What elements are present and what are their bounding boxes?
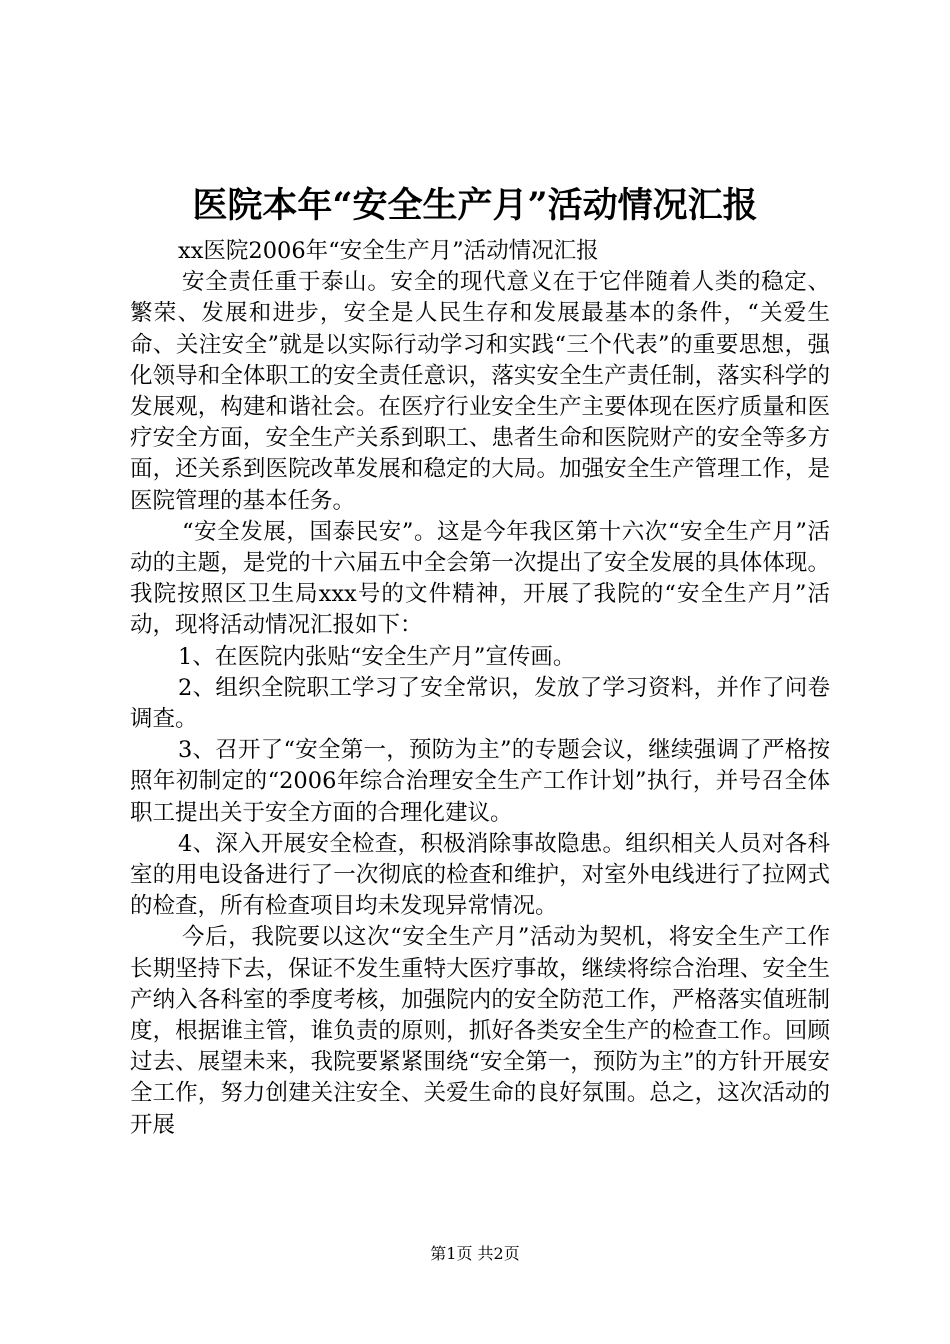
document-body [130, 236, 830, 1141]
paragraph: 安全责任重于泰山。安全的现代意义在于它伴随着人类的稳定、繁荣、发展和进步，安全是人民生存和发展最基本的条件，“关爱生命、关注安全”就是以实际行动学习和实践“三个代表”的重要思想，强化领导和全体职工的安全责任意识，落实安全生产责任制，落实科学的发展观，构建和谐社会。在医疗行业安全生产主要体现在医疗质量和医疗安全方面，安全生产关系到职工、患者生命和医院财产的安全等多方面，还关系到医院改革发展和稳定的大局。加强安全生产管理工作，是医院管理的基本任务。 [130, 269, 830, 514]
list-item: 3、召开了“安全第一，预防为主”的专题会议，继续强调了严格按照年初制定的“2006年综合治理安全生产工作计划”执行，并号召全体职工提出关于安全方面的合理化建议。 [130, 737, 830, 826]
paragraph: 今后，我院要以这次“安全生产月”活动为契机，将安全生产工作长期坚持下去，保证不发生重特大医疗事故，继续将综合治理、安全生产纳入各科室的季度考核，加强院内的安全防范工作，严格落实值班制度，根据谁主管，谁负责的原则，抓好各类安全生产的检查工作。回顾过去、展望未来，我院要紧紧围绕“安全第一，预防为主”的方针开展安全工作，努力创建关注安全、关爱生命的良好氛围。总之，这次活动的开展 [130, 924, 830, 1138]
list-item: 2、组织全院职工学习了安全常识，发放了学习资料，并作了问卷调查。 [130, 674, 830, 733]
list-item: 1、在医院内张贴“安全生产月”宣传画。 [178, 643, 576, 670]
document-subtitle: xx医院2006年“安全生产月”活动情况汇报 [178, 238, 599, 264]
page-footer: 第1页 共2页 [430, 1244, 520, 1263]
document-title: 医院本年“安全生产月”活动情况汇报 [192, 185, 758, 226]
paragraph: “安全发展，国泰民安”。这是今年我区第十六次“安全生产月”活动的主题，是党的十六届五中全会第一次提出了安全发展的具体体现。我院按照区卫生局xxx号的文件精神，开展了我院的“安全生产月”活动，现将活动情况汇报如下： [130, 518, 830, 639]
list-item: 4、深入开展安全检查，积极消除事故隐患。组织相关人员对各科室的用电设备进行了一次彻底的检查和维护，对室外电线进行了拉网式的检查，所有检查项目均未发现异常情况。 [130, 830, 830, 920]
